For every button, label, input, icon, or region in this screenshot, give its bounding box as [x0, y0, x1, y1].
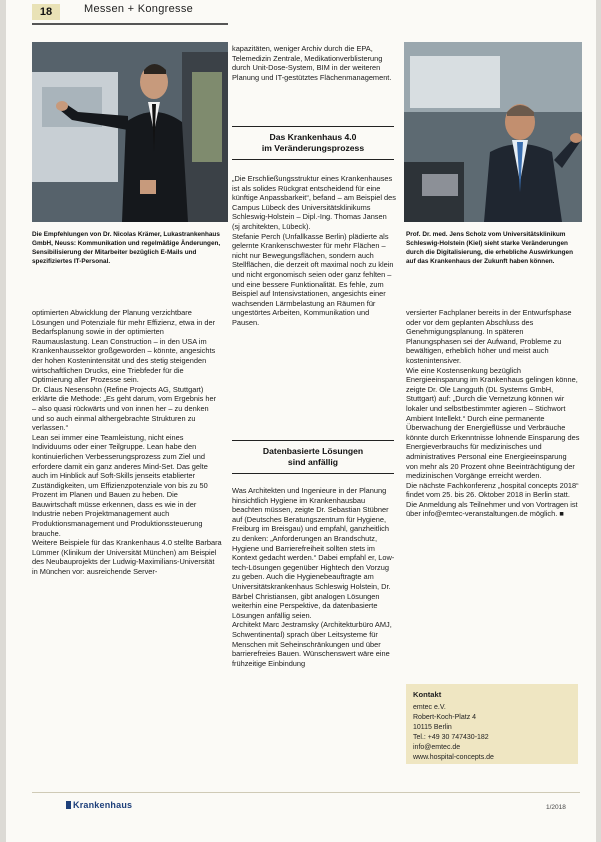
speaker-left-illustration [32, 42, 228, 222]
paragraph: Lean sei immer eine Teamleistung, nicht eines Individuums oder einer Teilgruppe. Lean habe den kontinuierlichen Verbesserungsprozess zum Ziel und erfordere damit ein ganz anderes Mind-Set. Das gelte auch im Hinblick auf Soft-Skills jenseits etablierter Zuständigkeiten, um Effizienzpotenziale von bis zu 50 Prozent im Planen und Bauen zu heben. Die Bauwirtschaft müsse erkennen, dass es wie in der Industrie neben Projektmanagement auch Produktionsmanagement und Produktionssteuerung brauche. [32, 432, 208, 538]
header-rule [32, 23, 228, 25]
subheading-line: im Veränderungsprozess [261, 143, 365, 153]
paragraph: Wie eine Kostensenkung bezüglich Energieeinsparung im Krankenhaus gelingen könne, zeigte Dr. Ole Langguth (DL Systems GmbH, Stuttgart) auf: „Durch die Vernetzung können wir lokaler und selbstbestimmter agieren – Stichwort Ambient Intellekt.“ Durch eine permanente Überwachung der Energieflüsse und Verbräuche könnte durch Erkenntnisse lohnende Einsparung des Energieverbrauchs für medizinisches und administratives Personal eine Energieeinsparung von mehr als 20 Prozent ohne Beeinträchtigung der medizinischen Vorgänge erreicht werden. [406, 365, 580, 481]
page-number: 18 [32, 4, 60, 20]
contact-website-link[interactable]: www.hospital-concepts.de [413, 754, 494, 761]
contact-line: 10115 Berlin [413, 724, 452, 731]
logo-icon [66, 801, 71, 809]
header [6, 0, 596, 28]
subheading-krankenhaus-4-0 [232, 126, 394, 160]
column-3 [406, 308, 580, 519]
paragraph: Die nächste Fachkonferenz „hospital concepts 2018“ findet vom 25. bis 26. Oktober 2018 in Berlin statt. Die Anmeldung als Teilnehmer und von Vortragen ist über info@emtec-veranstaltungen.de möglich. ■ [406, 480, 579, 519]
subheading-line: Das Krankenhaus 4.0 [269, 132, 357, 142]
subheading-datenbasierte-loesungen [232, 440, 394, 474]
column-2-top: kapazitäten, weniger Archiv durch die EPA, Telemedizin Zentrale, Medikationverblisterung durch Unit-Dose-System, BIM in der weiteren Planung und IT-gestütztes Flächenmanagement. [232, 44, 392, 82]
footer-rule [32, 792, 580, 793]
caption-left: Die Empfehlungen von Dr. Nicolas Krämer, Lukastrankenhaus GmbH, Neuss: Kommunikation und regelmäßige Änderungen, Sensibilisierung der Mitarbeiter bezüglich E-Mails und spezifiziertes IT-Personal. [32, 231, 221, 265]
logo-text: Krankenhaus [73, 800, 133, 810]
paragraph: Was Architekten und Ingenieure in der Planung hinsichtlich Hygiene im Krankenhausbau beachten müssen, zeigte Dr. Sebastian Stübner auf (Deutsches Beratungszentrum für Hygiene, Freiburg im Breisgau) und empfahl, ganzheitlich zu denken: „Anforderungen an Brandschutz, Hygiene und Barrierefreiheit sollten stets im Kontext gedacht werden.“ Dabei empfahl er, Low-tech-Lösungen gegenüber Hightech den Vorzug zu geben. Auch die Hygienebeauftragte am Universitätskrankenhaus Schleswig Holstein, Dr. Bärbel Christiansen, gibt analogen Lösungen weiterhin eine Perspektive, da datenbasierte Lösungen anfällig seien. [232, 486, 395, 620]
section-title: Messen + Kongresse [84, 3, 194, 15]
contact-line: Robert-Koch-Platz 4 [413, 714, 477, 721]
contact-line: emtec e.V. [413, 704, 446, 711]
paragraph: Architekt Marc Jestramsky (Architekturbüro AMJ, Schwentinental) sprach über Leitsysteme für Menschen mit Seheinschränkungen und über barrierefreies Bauen. Wünschenswert wäre eine frühzeitige Einbindung [232, 620, 392, 668]
contact-box [406, 684, 578, 764]
speaker-right-illustration [404, 42, 582, 222]
magazine-logo [66, 800, 132, 810]
subheading-line: Datenbasierte Lösungen [262, 446, 364, 456]
contact-title: Kontakt [413, 690, 442, 699]
paragraph: versierter Fachplaner bereits in der Entwurfsphase oder vor dem geplanten Abschluss des Genehmigungsplanung. In späteren Planungsphasen sei der Aufwand, Probleme zu bewältigen, erheblich höher und meist auch kostenintensiver. [406, 308, 572, 365]
issue-number: 1/2018 [546, 804, 566, 811]
column-1 [32, 308, 222, 577]
subheading-line: sind anfällig [287, 457, 339, 467]
paragraph: Stefanie Perch (Unfallkasse Berlin) plädierte als gelernte Krankenschwester für mehr Flächen – nicht nur Bewegungsflächen, sondern auch Stellflächen, die derzeit oft maximal noch zu klein und nicht ergonomisch seien oder ganz fehlten – und eine bessere Funktionalität. Es fehle, zum Beispiel auf Intensivstationen, angesichts einer wachsenden Lärmbelastung an Räumen für ungestörtes Arbeiten, Kommunikation und Pausen. [232, 231, 394, 327]
contact-phone: Tel.: +49 30 747430-182 [413, 734, 489, 741]
paragraph: „Die Erschließungsstruktur eines Krankenhauses ist als solides Rückgrat entscheidend für eine künftige Anpassbarkeit“, befand – am Beispiel des Campus Lübeck des Universitätsklinikums Schleswig-Holstein – Dipl.-Ing. Thomas Jansen (sj architekten, Lübeck). [232, 174, 396, 231]
paragraph: Dr. Claus Nesensohn (Refine Projects AG, Stuttgart) erklärte die Methode: „Es geht darum, vom Ergebnis her – also quasi rückwärts und von innen her – zu denken und so auch einmal althergebrachte Strukturen zu verlassen.“ [32, 384, 217, 433]
column-2-bottom [232, 486, 396, 668]
magazine-page [6, 0, 596, 842]
caption-right: Prof. Dr. med. Jens Scholz vom Universitätsklinikum Schleswig-Holstein (Kiel) sieht starke Veränderungen durch die Digitalisierung, die erhebliche Auswirkungen auf das Krankenhaus der Zukunft haben können. [406, 231, 574, 265]
paragraph: Weitere Beispiele für das Krankenhaus 4.0 stellte Barbara Lümmer (Klinikum der Universität München) am Beispiel des Neubauprojekts der Ludwig-Maximilians-Universität in München vor: ausreichende Server- [32, 538, 222, 577]
photo-speaker-left [32, 42, 228, 222]
column-2-middle [232, 174, 396, 328]
paragraph: optimierten Abwicklung der Planung verzichtbare Lösungen und Potenziale für mehr Effizienz, etwa in der Bedarfsplanung sowie in der optimierten Raumauslastung. Lean Construction – in den USA im Krankenhaussektor großgeworden – könnte, angesichts der hohen Kostenintensität und des stetig steigenden wirtschaftlichen Drucks, eine Triebfeder für die Optimierung aller Prozesse sein. [32, 308, 216, 385]
contact-email-link[interactable]: info@emtec.de [413, 744, 461, 751]
photo-speaker-right [404, 42, 582, 222]
